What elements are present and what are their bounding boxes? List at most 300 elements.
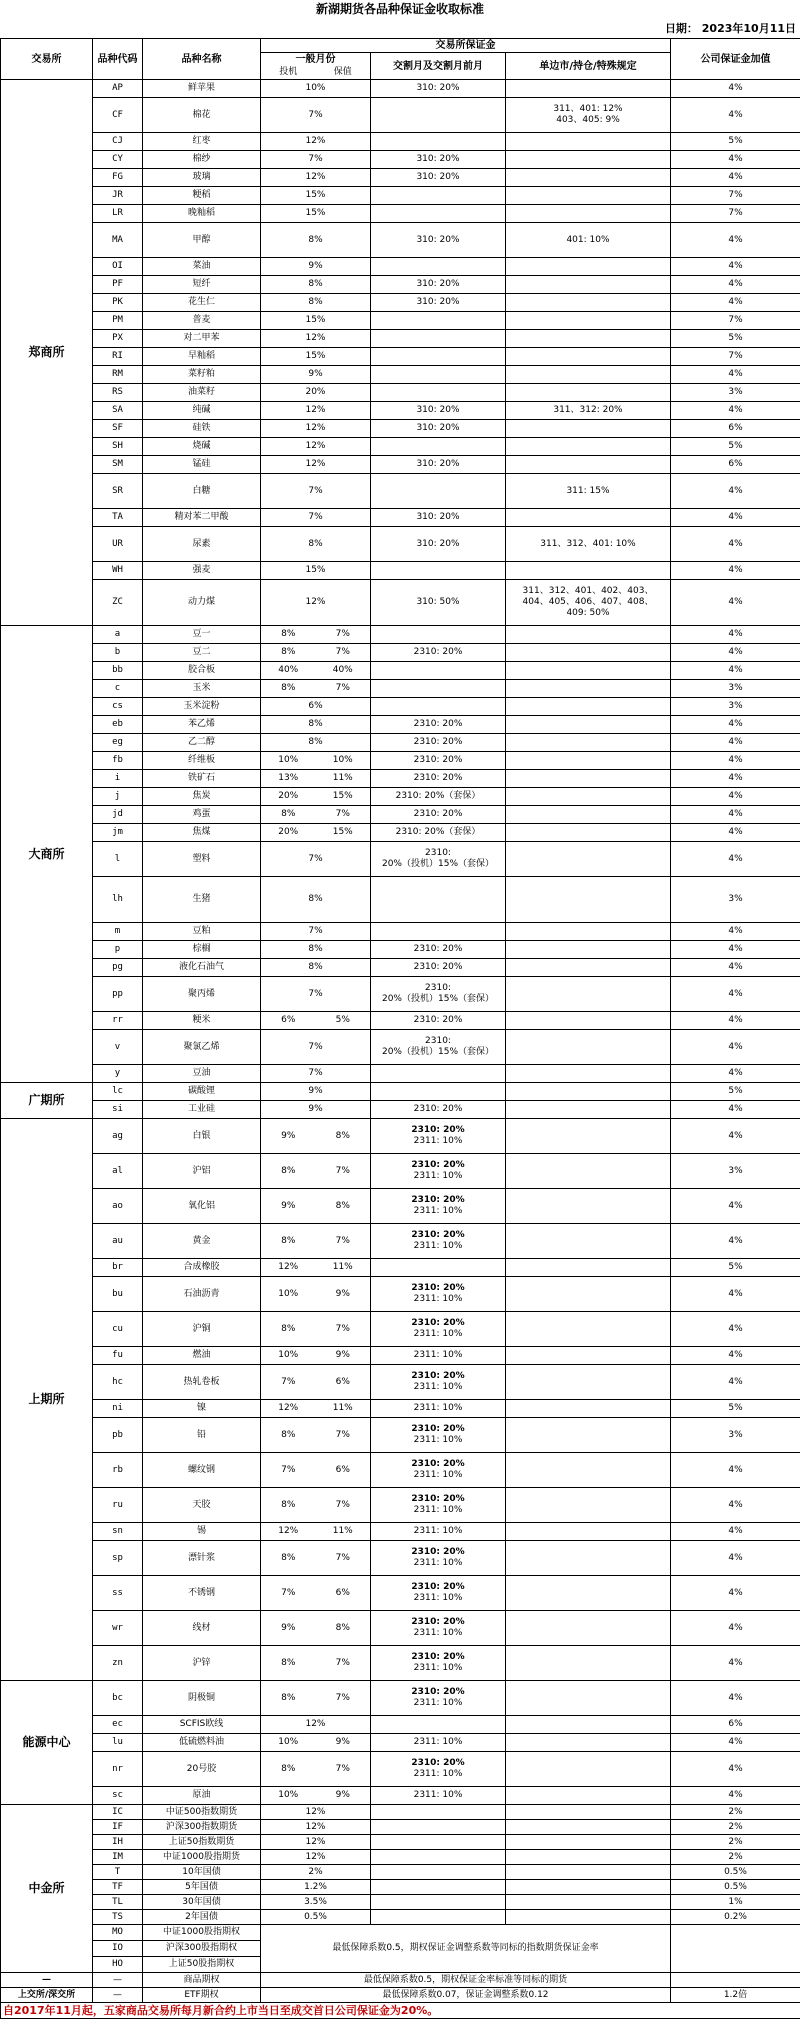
hedge-margin: 7% xyxy=(316,806,371,824)
special-margin xyxy=(506,680,671,698)
product-code: HO xyxy=(93,1957,143,1973)
delivery-margin: 2310: 20% xyxy=(371,716,506,734)
delivery-margin xyxy=(371,1752,506,1787)
table-row xyxy=(1,1611,800,1646)
product-name: 液化石油气 xyxy=(143,959,261,977)
product-code: nr xyxy=(93,1752,143,1787)
company-add: 4% xyxy=(671,662,800,680)
special-margin: 311、401: 12% 403、405: 9% xyxy=(506,98,671,133)
special-margin xyxy=(506,509,671,527)
special-margin xyxy=(506,294,671,312)
delivery-margin xyxy=(371,348,506,366)
company-add: 4% xyxy=(671,527,800,562)
table-row xyxy=(1,716,800,734)
monthly-margin: 12% xyxy=(261,438,371,456)
product-name: 豆油 xyxy=(143,1065,261,1083)
delivery-margin xyxy=(371,384,506,402)
monthly-margin: 8% xyxy=(261,294,371,312)
delivery-margin-1: 2310: 20% xyxy=(411,1494,464,1504)
product-code: pb xyxy=(93,1418,143,1453)
special-margin xyxy=(506,806,671,824)
delivery-margin-2: 2311: 10% xyxy=(414,1329,463,1339)
exchange-name: 能源中心 xyxy=(1,1681,93,1805)
special-margin xyxy=(506,1101,671,1119)
product-code: SM xyxy=(93,456,143,474)
special-margin xyxy=(506,1850,671,1865)
product-code: sp xyxy=(93,1541,143,1576)
hedge-margin: 9% xyxy=(316,1734,371,1752)
company-add xyxy=(671,1973,800,1988)
product-name: 菜籽粕 xyxy=(143,366,261,384)
delivery-margin xyxy=(371,1259,506,1277)
product-code: RI xyxy=(93,348,143,366)
delivery-margin: 2311: 10% xyxy=(371,1787,506,1805)
delivery-margin-1: 2310: 20% xyxy=(411,1125,464,1135)
special-margin xyxy=(506,1910,671,1925)
table-row xyxy=(1,1681,800,1716)
monthly-margin: 12% xyxy=(261,133,371,151)
product-code: jd xyxy=(93,806,143,824)
product-code: c xyxy=(93,680,143,698)
table-row xyxy=(1,366,800,384)
hedge-margin: 6% xyxy=(316,1453,371,1488)
header-name: 品种名称 xyxy=(143,39,261,80)
special-margin xyxy=(506,877,671,923)
table-row xyxy=(1,1865,800,1880)
table-row xyxy=(1,734,800,752)
delivery-margin-2: 2311: 10% xyxy=(414,1382,463,1392)
product-code: sc xyxy=(93,1787,143,1805)
delivery-margin xyxy=(371,1119,506,1154)
company-add: 2% xyxy=(671,1820,800,1835)
product-name: 20号胶 xyxy=(143,1752,261,1787)
table-row xyxy=(1,1012,800,1030)
spec-margin: 7% xyxy=(261,1576,316,1611)
product-name: 鲜苹果 xyxy=(143,80,261,98)
special-margin xyxy=(506,1646,671,1681)
product-name: 上证50指数期货 xyxy=(143,1835,261,1850)
delivery-margin: 2311: 10% xyxy=(371,1734,506,1752)
options-note: 最低保障系数0.07，保证金调整系数0.12 xyxy=(261,1988,671,2003)
exchange-name: 广期所 xyxy=(1,1083,93,1119)
product-code: wr xyxy=(93,1611,143,1646)
monthly-margin: 0.5% xyxy=(261,1910,371,1925)
spec-margin: 10% xyxy=(261,1277,316,1312)
special-margin xyxy=(506,1576,671,1611)
company-add: 4% xyxy=(671,626,800,644)
monthly-margin: 9% xyxy=(261,1101,371,1119)
spec-margin: 8% xyxy=(261,1154,316,1189)
spec-margin: 12% xyxy=(261,1400,316,1418)
monthly-margin: 8% xyxy=(261,877,371,923)
delivery-margin-2: 2311: 10% xyxy=(414,1470,463,1480)
product-name: 焦煤 xyxy=(143,824,261,842)
delivery-margin: 2311: 10% xyxy=(371,1347,506,1365)
delivery-margin: 310: 20% xyxy=(371,276,506,294)
company-add: 4% xyxy=(671,1453,800,1488)
product-code: bc xyxy=(93,1681,143,1716)
header-monthly: 一般月份 xyxy=(261,53,371,67)
exchange-name: 大商所 xyxy=(1,626,93,1083)
header-hedge: 保值 xyxy=(316,66,371,80)
delivery-margin xyxy=(371,330,506,348)
delivery-margin xyxy=(371,698,506,716)
company-add: 6% xyxy=(671,420,800,438)
product-name: 螺纹钢 xyxy=(143,1453,261,1488)
product-code: i xyxy=(93,770,143,788)
product-name: 鸡蛋 xyxy=(143,806,261,824)
delivery-margin-2: 2311: 10% xyxy=(414,1435,463,1445)
hedge-margin: 7% xyxy=(316,626,371,644)
special-margin xyxy=(506,1312,671,1347)
document-title: 新湖期货各品种保证金收取标准 xyxy=(0,0,800,19)
product-name: 强麦 xyxy=(143,562,261,580)
delivery-margin-1: 2310: 20% xyxy=(411,1652,464,1662)
table-row xyxy=(1,923,800,941)
header-special: 单边市/持仓/特殊规定 xyxy=(506,53,671,80)
company-add: 3% xyxy=(671,680,800,698)
spec-margin: 8% xyxy=(261,1418,316,1453)
product-name: 花生仁 xyxy=(143,294,261,312)
delivery-margin: 2310: 20% xyxy=(371,1101,506,1119)
product-code: IC xyxy=(93,1805,143,1820)
delivery-margin: 2310: 20% xyxy=(371,941,506,959)
special-margin xyxy=(506,348,671,366)
product-code: IO xyxy=(93,1941,143,1957)
table-row xyxy=(1,1880,800,1895)
product-code: au xyxy=(93,1224,143,1259)
monthly-margin: 12% xyxy=(261,1820,371,1835)
company-add: 4% xyxy=(671,1365,800,1400)
product-code: a xyxy=(93,626,143,644)
product-code: RS xyxy=(93,384,143,402)
product-code: al xyxy=(93,1154,143,1189)
header-code: 品种代码 xyxy=(93,39,143,80)
product-name: 石油沥青 xyxy=(143,1277,261,1312)
monthly-margin: 12% xyxy=(261,330,371,348)
special-margin xyxy=(506,1820,671,1835)
hedge-margin: 11% xyxy=(316,1523,371,1541)
table-row xyxy=(1,98,800,133)
table-row xyxy=(1,205,800,223)
hedge-margin: 7% xyxy=(316,1312,371,1347)
table-row xyxy=(1,877,800,923)
delivery-margin: 2310: 20% xyxy=(371,959,506,977)
product-name: 铅 xyxy=(143,1418,261,1453)
special-margin xyxy=(506,312,671,330)
hedge-margin: 7% xyxy=(316,1541,371,1576)
special-margin xyxy=(506,1716,671,1734)
delivery-margin-2: 2311: 10% xyxy=(414,1171,463,1181)
product-code: zn xyxy=(93,1646,143,1681)
delivery-margin: 2310: 20% xyxy=(371,644,506,662)
table-row xyxy=(1,1541,800,1576)
product-name: 对二甲苯 xyxy=(143,330,261,348)
delivery-margin: 2310: 20%（投机）15%（套保） xyxy=(371,842,506,877)
monthly-margin: 8% xyxy=(261,527,371,562)
special-margin xyxy=(506,205,671,223)
delivery-margin xyxy=(371,1065,506,1083)
company-add: 7% xyxy=(671,205,800,223)
monthly-margin: 15% xyxy=(261,348,371,366)
delivery-margin: 310: 20% xyxy=(371,402,506,420)
product-name: 燃油 xyxy=(143,1347,261,1365)
hedge-margin: 7% xyxy=(316,1646,371,1681)
spec-margin: 10% xyxy=(261,1787,316,1805)
company-add: 4% xyxy=(671,752,800,770)
company-add: 0.5% xyxy=(671,1880,800,1895)
product-code: FG xyxy=(93,169,143,187)
company-add: 5% xyxy=(671,133,800,151)
delivery-margin xyxy=(371,366,506,384)
special-margin xyxy=(506,770,671,788)
delivery-margin xyxy=(371,1576,506,1611)
company-add: 3% xyxy=(671,698,800,716)
delivery-margin xyxy=(371,438,506,456)
table-row xyxy=(1,420,800,438)
product-code: SA xyxy=(93,402,143,420)
delivery-margin: 2310: 20% xyxy=(371,806,506,824)
product-code: b xyxy=(93,644,143,662)
hedge-margin: 7% xyxy=(316,1488,371,1523)
delivery-margin xyxy=(371,205,506,223)
product-name: 沪铜 xyxy=(143,1312,261,1347)
product-code: CJ xyxy=(93,133,143,151)
delivery-margin-1: 2310: 20% xyxy=(411,1617,464,1627)
hedge-margin: 8% xyxy=(316,1189,371,1224)
product-name: 纯碱 xyxy=(143,402,261,420)
delivery-margin-2: 2311: 10% xyxy=(414,1698,463,1708)
monthly-margin: 1.2% xyxy=(261,1880,371,1895)
product-code: p xyxy=(93,941,143,959)
product-name: 线材 xyxy=(143,1611,261,1646)
table-row xyxy=(1,698,800,716)
table-row xyxy=(1,1365,800,1400)
special-margin xyxy=(506,1835,671,1850)
product-code: IM xyxy=(93,1850,143,1865)
product-name: 豆二 xyxy=(143,644,261,662)
special-margin xyxy=(506,330,671,348)
product-name: 沪深300指数期货 xyxy=(143,1820,261,1835)
delivery-margin xyxy=(371,562,506,580)
table-row xyxy=(1,258,800,276)
product-name: 5年国债 xyxy=(143,1880,261,1895)
delivery-margin xyxy=(371,1850,506,1865)
company-add: 4% xyxy=(671,1119,800,1154)
delivery-margin-1: 2310: 20% xyxy=(411,1318,464,1328)
product-name: 30年国债 xyxy=(143,1895,261,1910)
delivery-margin-2: 2311: 10% xyxy=(414,1628,463,1638)
product-name: 甲醇 xyxy=(143,223,261,258)
monthly-margin: 7% xyxy=(261,842,371,877)
product-code: ZC xyxy=(93,580,143,626)
product-name: 棉花 xyxy=(143,98,261,133)
special-margin xyxy=(506,438,671,456)
table-row xyxy=(1,562,800,580)
special-margin: 401: 10% xyxy=(506,223,671,258)
table-row xyxy=(1,1925,800,1941)
monthly-margin: 9% xyxy=(261,258,371,276)
delivery-margin xyxy=(371,626,506,644)
delivery-margin-2: 2311: 10% xyxy=(414,1769,463,1779)
table-row xyxy=(1,1646,800,1681)
monthly-margin: 9% xyxy=(261,366,371,384)
product-code: SH xyxy=(93,438,143,456)
product-name: 上证50股指期权 xyxy=(143,1957,261,1973)
special-margin xyxy=(506,698,671,716)
monthly-margin: 9% xyxy=(261,1083,371,1101)
hedge-margin: 10% xyxy=(316,752,371,770)
company-add: 4% xyxy=(671,1030,800,1065)
special-margin xyxy=(506,644,671,662)
product-code: eb xyxy=(93,716,143,734)
table-row xyxy=(1,1083,800,1101)
table-row xyxy=(1,1277,800,1312)
delivery-margin: 310: 20% xyxy=(371,151,506,169)
special-margin: 311、312: 20% xyxy=(506,402,671,420)
special-margin xyxy=(506,1083,671,1101)
product-code: bu xyxy=(93,1277,143,1312)
product-name: 2年国债 xyxy=(143,1910,261,1925)
product-name: 黄金 xyxy=(143,1224,261,1259)
delivery-margin xyxy=(371,680,506,698)
delivery-margin: 310: 20% xyxy=(371,527,506,562)
delivery-margin xyxy=(371,1418,506,1453)
monthly-margin: 8% xyxy=(261,716,371,734)
product-name: 中证1000股指期货 xyxy=(143,1850,261,1865)
product-name: 硅铁 xyxy=(143,420,261,438)
company-add: 4% xyxy=(671,1646,800,1681)
monthly-margin: 10% xyxy=(261,80,371,98)
product-name: 胶合板 xyxy=(143,662,261,680)
header-row xyxy=(1,39,800,53)
table-row xyxy=(1,626,800,644)
special-margin xyxy=(506,923,671,941)
table-row xyxy=(1,1453,800,1488)
delivery-margin: 310: 20% xyxy=(371,169,506,187)
spec-margin: 7% xyxy=(261,1453,316,1488)
product-name: 锡 xyxy=(143,1523,261,1541)
delivery-margin-1: 2310: 20% xyxy=(411,1230,464,1240)
table-row xyxy=(1,1400,800,1418)
delivery-margin-2: 2311: 10% xyxy=(414,1206,463,1216)
hedge-margin: 8% xyxy=(316,1119,371,1154)
delivery-margin: 310: 20% xyxy=(371,294,506,312)
product-code: AP xyxy=(93,80,143,98)
product-name: 粳稻 xyxy=(143,187,261,205)
delivery-margin-1: 2310: 20% xyxy=(411,1371,464,1381)
special-margin xyxy=(506,1805,671,1820)
product-name: 不锈钢 xyxy=(143,1576,261,1611)
hedge-margin: 15% xyxy=(316,824,371,842)
special-margin xyxy=(506,1189,671,1224)
table-row xyxy=(1,1988,800,2003)
company-add: 4% xyxy=(671,562,800,580)
product-code: lc xyxy=(93,1083,143,1101)
company-add: 4% xyxy=(671,959,800,977)
special-margin xyxy=(506,1541,671,1576)
company-add: 2% xyxy=(671,1835,800,1850)
product-name: 晚籼稻 xyxy=(143,205,261,223)
header-company-add: 公司保证金加值 xyxy=(671,39,800,80)
table-row xyxy=(1,1259,800,1277)
product-code: — xyxy=(93,1988,143,2003)
delivery-margin xyxy=(371,1189,506,1224)
company-add: 4% xyxy=(671,1541,800,1576)
monthly-margin: 12% xyxy=(261,1805,371,1820)
product-name: 铁矿石 xyxy=(143,770,261,788)
table-row xyxy=(1,662,800,680)
delivery-margin xyxy=(371,1681,506,1716)
delivery-margin-1: 2310: 20% xyxy=(411,1424,464,1434)
spec-margin: 40% xyxy=(261,662,316,680)
table-row xyxy=(1,1787,800,1805)
table-row xyxy=(1,133,800,151)
special-margin xyxy=(506,1453,671,1488)
delivery-margin-1: 2310: 20% xyxy=(411,1582,464,1592)
company-add: 4% xyxy=(671,294,800,312)
product-name: 沪深300股指期权 xyxy=(143,1941,261,1957)
spec-margin: 9% xyxy=(261,1611,316,1646)
monthly-margin: 7% xyxy=(261,1065,371,1083)
product-code: ss xyxy=(93,1576,143,1611)
company-add: 7% xyxy=(671,187,800,205)
hedge-margin: 8% xyxy=(316,1611,371,1646)
hedge-margin: 5% xyxy=(316,1012,371,1030)
special-margin xyxy=(506,384,671,402)
delivery-margin xyxy=(371,923,506,941)
special-margin xyxy=(506,1752,671,1787)
hedge-margin: 11% xyxy=(316,770,371,788)
product-name: 烧碱 xyxy=(143,438,261,456)
special-margin xyxy=(506,734,671,752)
hedge-margin: 9% xyxy=(316,1347,371,1365)
monthly-margin: 15% xyxy=(261,205,371,223)
delivery-margin-1: 2310: 20% xyxy=(411,1160,464,1170)
table-row xyxy=(1,1734,800,1752)
monthly-margin: 15% xyxy=(261,187,371,205)
special-margin xyxy=(506,80,671,98)
company-add: 4% xyxy=(671,644,800,662)
company-add: 5% xyxy=(671,438,800,456)
company-add: 1% xyxy=(671,1895,800,1910)
delivery-margin xyxy=(371,133,506,151)
special-margin xyxy=(506,716,671,734)
delivery-margin xyxy=(371,1716,506,1734)
delivery-margin-1: 2310: 20% xyxy=(411,1283,464,1293)
monthly-margin: 12% xyxy=(261,456,371,474)
company-add: 0.5% xyxy=(671,1865,800,1880)
spec-margin: 8% xyxy=(261,1646,316,1681)
product-name: 生猪 xyxy=(143,877,261,923)
delivery-margin xyxy=(371,1835,506,1850)
spec-margin: 13% xyxy=(261,770,316,788)
exchange-name: 上期所 xyxy=(1,1119,93,1681)
company-add: 4% xyxy=(671,977,800,1012)
monthly-margin: 7% xyxy=(261,474,371,509)
company-add: 4% xyxy=(671,580,800,626)
product-name: 阴极铜 xyxy=(143,1681,261,1716)
spec-margin: 6% xyxy=(261,1012,316,1030)
company-add: 4% xyxy=(671,276,800,294)
table-row xyxy=(1,1820,800,1835)
product-name: 玻璃 xyxy=(143,169,261,187)
delivery-margin xyxy=(371,258,506,276)
table-row xyxy=(1,384,800,402)
company-add: 4% xyxy=(671,1065,800,1083)
table-row xyxy=(1,842,800,877)
company-add: 7% xyxy=(671,348,800,366)
